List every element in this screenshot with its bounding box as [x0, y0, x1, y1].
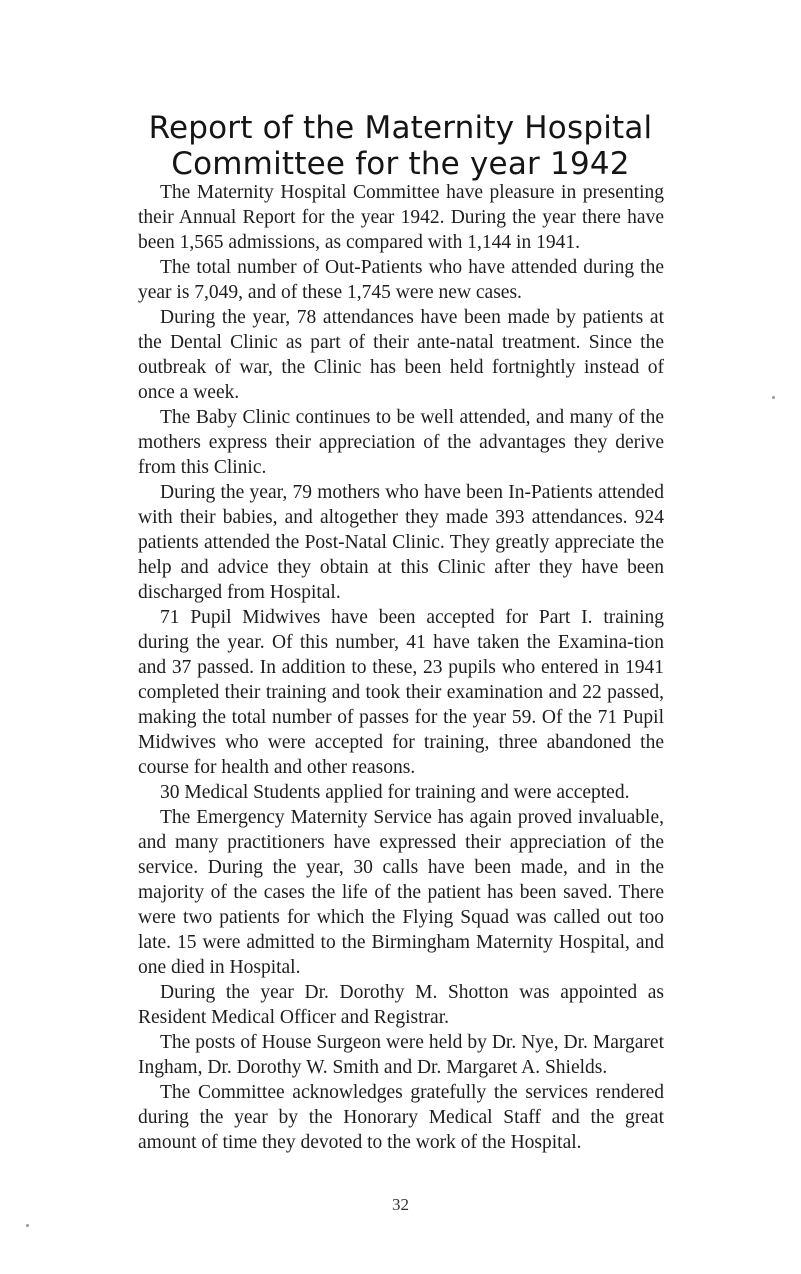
report-title-line-1: Report of the Maternity Hospital	[148, 110, 653, 146]
paragraph-house-surgeons: The posts of House Surgeon were held by Dr. Nye, Dr. Margaret Ingham, Dr. Dorothy W. Smith and Dr. Margaret A. Shields.	[138, 1032, 664, 1078]
paragraph-admissions: The Maternity Hospital Committee have pleasure in presenting their Annual Report for the year 1942. During the year there have been 1,565 admissions, as compared with 1,144 in 1941.	[138, 182, 664, 253]
report-title-line-2: Committee for the year 1942	[171, 146, 630, 182]
paragraph-out-patients: The total number of Out-Patients who have attended during the year is 7,049, and of these 1,745 were new cases.	[138, 257, 664, 303]
paragraph-pupil-midwives: 71 Pupil Midwives have been accepted for Part I. training during the year. Of this number, 41 have taken the Examina-tion and 37 passed. In addition to these, 23 pupils who entered in 1941 completed their training and took their examination and 22 passed, making the total number of passes for the year 59. Of the 71 Pupil Midwives who were accepted for training, three abandoned the course for health and other reasons.	[138, 607, 664, 778]
report-body	[138, 180, 664, 1155]
page-number: 32	[392, 1195, 409, 1214]
paragraph-acknowledgement: The Committee acknowledges gratefully the services rendered during the year by the Honorary Medical Staff and the great amount of time they devoted to the work of the Hospital.	[138, 1082, 664, 1153]
paragraph-post-natal-clinic: During the year, 79 mothers who have been In-Patients attended with their babies, and altogether they made 393 attendances. 924 patients attended the Post-Natal Clinic. They greatly appreciate the help and advice they obtain at this Clinic after they have been discharged from Hospital.	[138, 482, 664, 603]
print-speck	[26, 1224, 29, 1227]
print-speck	[772, 396, 775, 399]
paragraph-baby-clinic: The Baby Clinic continues to be well attended, and many of the mothers express their appreciation of the advantages they derive from this Clinic.	[138, 407, 664, 478]
paragraph-resident-officer: During the year Dr. Dorothy M. Shotton was appointed as Resident Medical Officer and Registrar.	[138, 982, 664, 1028]
paragraph-dental-clinic: During the year, 78 attendances have been made by patients at the Dental Clinic as part of their ante-natal treatment. Since the outbreak of war, the Clinic has been held fortnightly instead of once a week.	[138, 307, 664, 403]
paragraph-medical-students: 30 Medical Students applied for training and were accepted.	[160, 782, 630, 803]
paragraph-emergency-service: The Emergency Maternity Service has again proved invaluable, and many practitioners have expressed their appreciation of the service. During the year, 30 calls have been made, and in the majority of the cases the life of the patient has been saved. There were two patients for which the Flying Squad was called out too late. 15 were admitted to the Birmingham Maternity Hospital, and one died in Hospital.	[138, 807, 664, 978]
